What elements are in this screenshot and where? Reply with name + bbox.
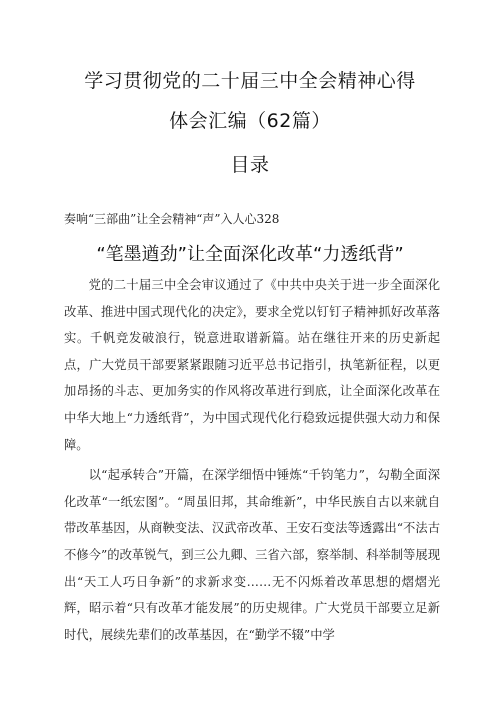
document-title-line-2: 体会汇编（62篇）: [169, 110, 331, 132]
body-paragraph: 党的二十届三中全会审议通过了《中共中央关于进一步全面深化改革、推进中国式现代化的决定》，要求全党以钉钉子精神抓好改革落实。千帆竞发破浪行，锐意进取谱新篇。站在继往开来的历史新起点，广大党员干部要紧紧跟随习近平总书记指引，执笔新征程，以更加昂扬的斗志、更加务实的作风将改革进行到底，让全面深化改革在中华大地上“力透纸背”，为中国式现代化行稳致远提供强大动力和保障。: [64, 278, 440, 452]
article-body: [64, 272, 440, 648]
toc-heading: 目录: [230, 154, 270, 176]
body-paragraph: 以“起承转合”开篇，在深学细悟中锤炼“千钧笔力”，勾勒全面深化改革“一纸宏图”。“周虽旧邦，其命维新”，中华民族自古以来就自带改革基因，从商鞅变法、汉武帝改革、王安石变法等透露出“不法古不修今”的改革锐气，到三公九卿、三省六部，察举制、科举制等展现出“天工人巧日争新”的求新求变……无不闪烁着改革思想的熠熠光辉，昭示着“只有改革才能发展”的历史规律。广大党员干部要立足新时代，展续先辈们的改革基因，在“勤学不辍”中学: [64, 468, 440, 642]
section-heading: “笔墨遒劲”让全面深化改革“力透纸背”: [96, 244, 404, 265]
document-title-line-1: 学习贯彻党的二十届三中全会精神心得: [84, 70, 416, 92]
toc-entry: 奏响“三部曲”让全会精神“声”入人心328: [64, 212, 280, 226]
